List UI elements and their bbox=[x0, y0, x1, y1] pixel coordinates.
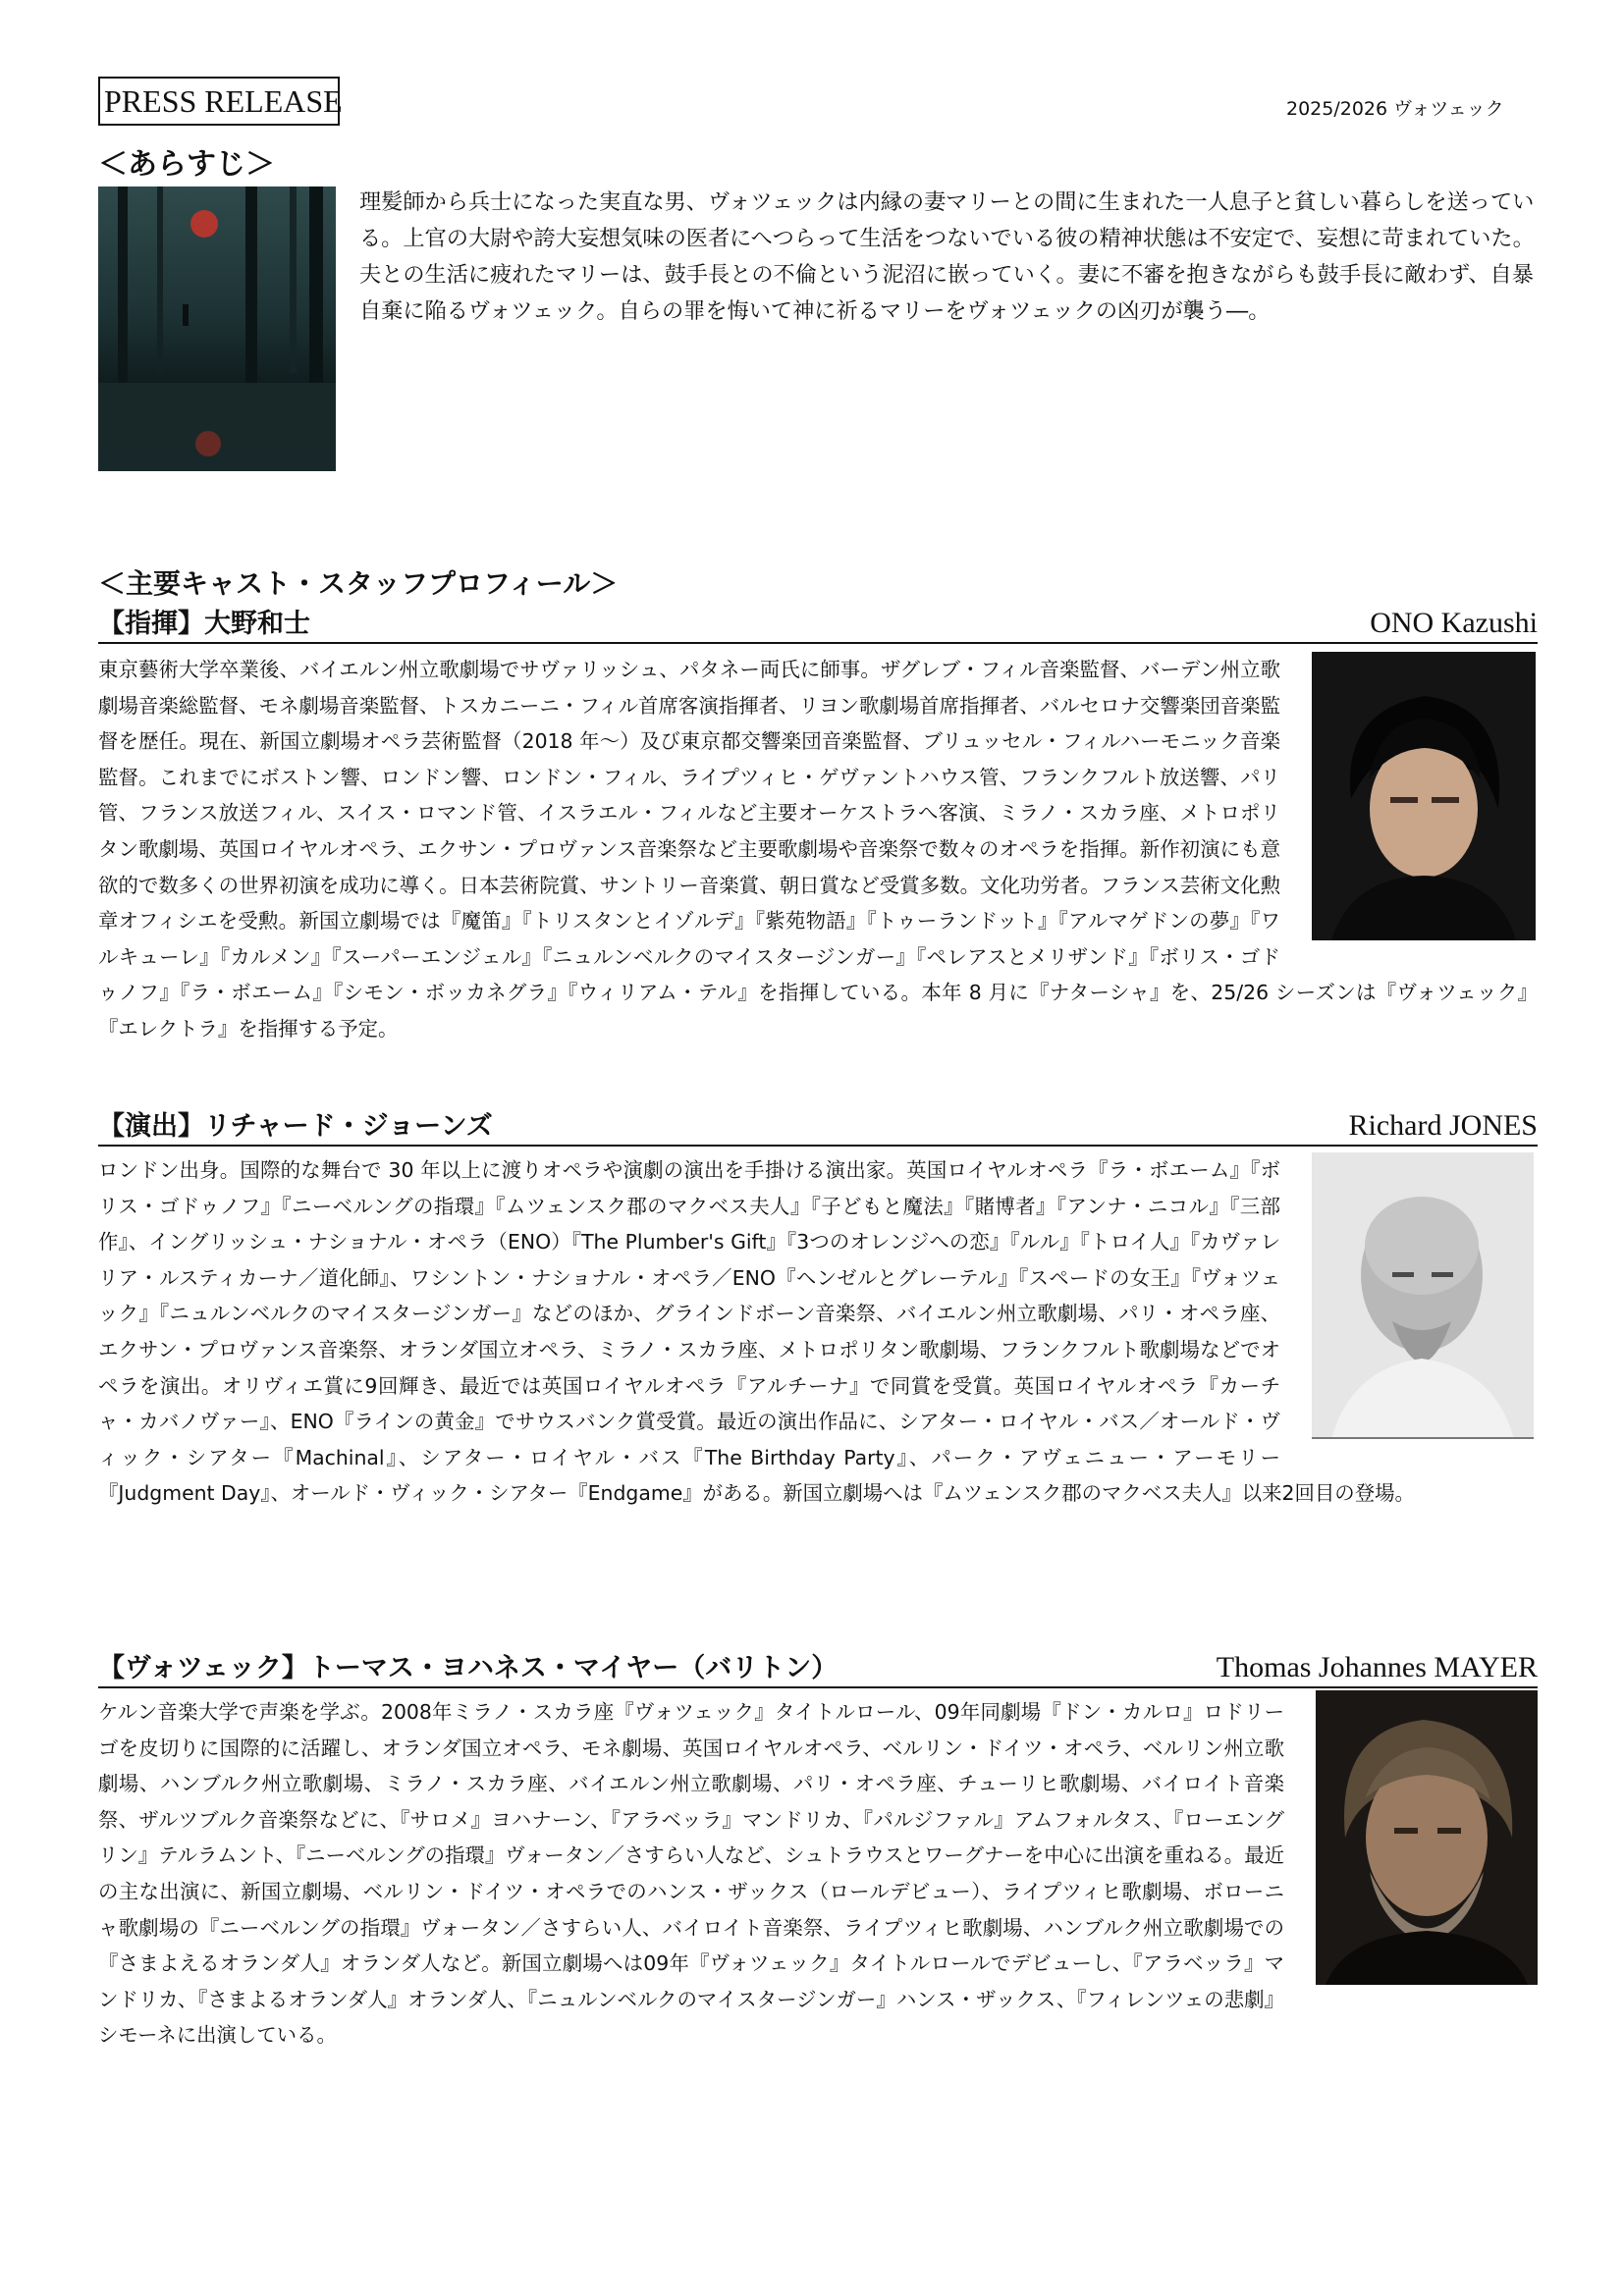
director-heading bbox=[98, 1103, 1538, 1147]
director-role: 【演出】リチャード・ジョーンズ bbox=[98, 1111, 493, 1142]
wozzeck-role: 【ヴォツェック】トーマス・ヨハネス・マイヤー（バリトン） bbox=[98, 1653, 839, 1683]
conductor-bio: 東京藝術大学卒業後、バイエルン州立歌劇場でサヴァリッシュ、パタネー両氏に師事。ザグレブ・フィル音楽監督、バーデン州立歌劇場音楽総監督、モネ劇場音楽監督、トスカニーニ・フィル首席客演指揮者、リヨン歌劇場首席指揮者、バルセロナ交響楽団音楽監督を歴任。現在、新国立劇場オペラ芸術監督（2018 年～）及び東京都交響楽団音楽監督、ブリュッセル・フィルハーモニック音楽監督。これまでにボストン響、ロンドン響、ロンドン・フィル、ライプツィヒ・ゲヴァントハウス管、フランクフルト放送響、パリ管、フランス放送フィル、スイス・ロマンド管、イスラエル・フィルなど主要オーケストラへ客演、ミラノ・スカラ座、メトロポリタン歌劇場、英国ロイヤルオペラ、エクサン・プロヴァンス音楽祭など主要歌劇場や音楽祭で数々のオペラを指揮。新作初演にも意欲的で数多くの世界初演を成功に導く。日本芸術院賞、サントリー音楽賞、朝日賞など受賞多数。文化功労者。フランス芸術文化勲章オフィシエを受勲。新国立劇場では『魔笛』『トリスタンとイゾルデ』『紫苑物語』『トゥーランドット』『アルマゲドンの夢』『ワルキューレ』『カルメン』『スーパーエンジェル』『ニュルンベルクのマイスタージンガー』『ペレアスとメリザンド』『ボリス・ゴドゥノフ』『ラ・ボエーム』『シモン・ボッカネグラ』『ウィリアム・テル』を指揮している。本年 8 月に『ナターシャ』を、25/26 シーズンは『ヴォツェック』『エレクトラ』を指揮する予定。 bbox=[98, 658, 1538, 1041]
conductor-role: 【指揮】大野和士 bbox=[98, 609, 310, 639]
director-bio: ロンドン出身。国際的な舞台で 30 年以上に渡りオペラや演劇の演出を手掛ける演出家。英国ロイヤルオペラ『ラ・ボエーム』『ボリス・ゴドゥノフ』『ニーベルングの指環』『ムツェンスク郡のマクベス夫人』『子どもと魔法』『賭博者』『アンナ・ニコル』『三部作』、イングリッシュ・ナショナル・オペラ（ENO）『The Plumber's Gift』『3つのオレンジへの恋』『ルル』『トロイ人』『カヴァレリア・ルスティカーナ／道化師』、ワシントン・ナショナル・オペラ／ENO『ヘンゼルとグレーテル』『スペードの女王』『ヴォツェック』『ニュルンベルクのマイスタージンガー』などのほか、グラインドボーン音楽祭、バイエルン州立歌劇場、パリ・オペラ座、エクサン・プロヴァンス音楽祭、オランダ国立オペラ、ミラノ・スカラ座、メトロポリタン歌劇場、フランクフルト歌劇場などでオペラを演出。オリヴィエ賞に9回輝き、最近では英国ロイヤルオペラ『アルチーナ』で同賞を受賞。英国ロイヤルオペラ『カーチャ・カバノヴァー』、ENO『ラインの黄金』でサウスバンク賞受賞。最近の演出作品に、シアター・ロイヤル・バス／オールド・ヴィック・シアター『Machinal』、シアター・ロイヤル・バス『The Birthday Party』、パーク・アヴェニュー・アーモリー『Judgment Day』、オールド・ヴィック・シアター『Endgame』がある。新国立劇場へは『ムツェンスク郡のマクベス夫人』以来2回目の登場。 bbox=[98, 1158, 1415, 1506]
wozzeck-bio: ケルン音楽大学で声楽を学ぶ。2008年ミラノ・スカラ座『ヴォツェック』タイトルロール、09年同劇場『ドン・カルロ』ロドリーゴを皮切りに国際的に活躍し、オランダ国立オペラ、モネ劇場、英国ロイヤルオペラ、ベルリン・ドイツ・オペラ、ベルリン州立歌劇場、ハンブルク州立歌劇場、ミラノ・スカラ座、バイエルン州立歌劇場、パリ・オペラ座、チューリヒ歌劇場、バイロイト音楽祭、ザルツブルク音楽祭などに、『サロメ』ヨハナーン、『アラベッラ』マンドリカ、『パルジファル』アムフォルタス、『ローエングリン』テルラムント、『ニーベルングの指環』ヴォータン／さすらい人など、シュトラウスとワーグナーを中心に出演を重ねる。最近の主な出演に、新国立劇場、ベルリン・ドイツ・オペラでのハンス・ザックス（ロールデビュー）、ライプツィヒ歌劇場、ボローニャ歌劇場の『ニーベルングの指環』ヴォータン／さすらい人、バイロイト音楽祭、ライプツィヒ歌劇場、ハンブルク州立歌劇場での『さまよえるオランダ人』オランダ人など。新国立劇場へは09年『ヴォツェック』タイトルロールでデビューし、『アラベッラ』マンドリカ、『さまよるオランダ人』オランダ人、『ニュルンベルクのマイスタージンガー』ハンス・ザックス、『フィレンツェの悲劇』シモーネに出演している。 bbox=[98, 1700, 1284, 2048]
wozzeck-name-en: Thomas Johannes MAYER bbox=[1216, 1651, 1538, 1683]
conductor-name-en: ONO Kazushi bbox=[1370, 607, 1538, 639]
cast-staff-heading: ＜主要キャスト・スタッフプロフィール＞ bbox=[98, 567, 619, 600]
conductor-photo bbox=[1312, 652, 1536, 940]
conductor-heading bbox=[98, 601, 1538, 644]
wozzeck-photo bbox=[1316, 1690, 1538, 1985]
director-name-en: Richard JONES bbox=[1348, 1109, 1538, 1142]
season-title: 2025/2026 ヴォツェック bbox=[1286, 98, 1504, 120]
synopsis-image bbox=[98, 187, 336, 471]
wozzeck-heading bbox=[98, 1645, 1538, 1688]
press-release-label: PRESS RELEASE bbox=[98, 77, 340, 126]
director-photo bbox=[1312, 1152, 1534, 1439]
synopsis-text: 理髪師から兵士になった実直な男、ヴォツェックは内縁の妻マリーとの間に生まれた一人息子と貧しい暮らしを送っている。上官の大尉や誇大妄想気味の医者にへつらって生活をつないでいる彼の精神状態は不安定で、妄想に苛まれていた。夫との生活に疲れたマリーは、鼓手長との不倫という泥沼に嵌っていく。妻に不審を抱きながらも鼓手長に敵わず、自暴自棄に陥るヴォツェック。自らの罪を悔いて神に祈るマリーをヴォツェックの凶刃が襲う―。 bbox=[359, 189, 1535, 324]
synopsis-heading: ＜あらすじ＞ bbox=[98, 147, 275, 182]
